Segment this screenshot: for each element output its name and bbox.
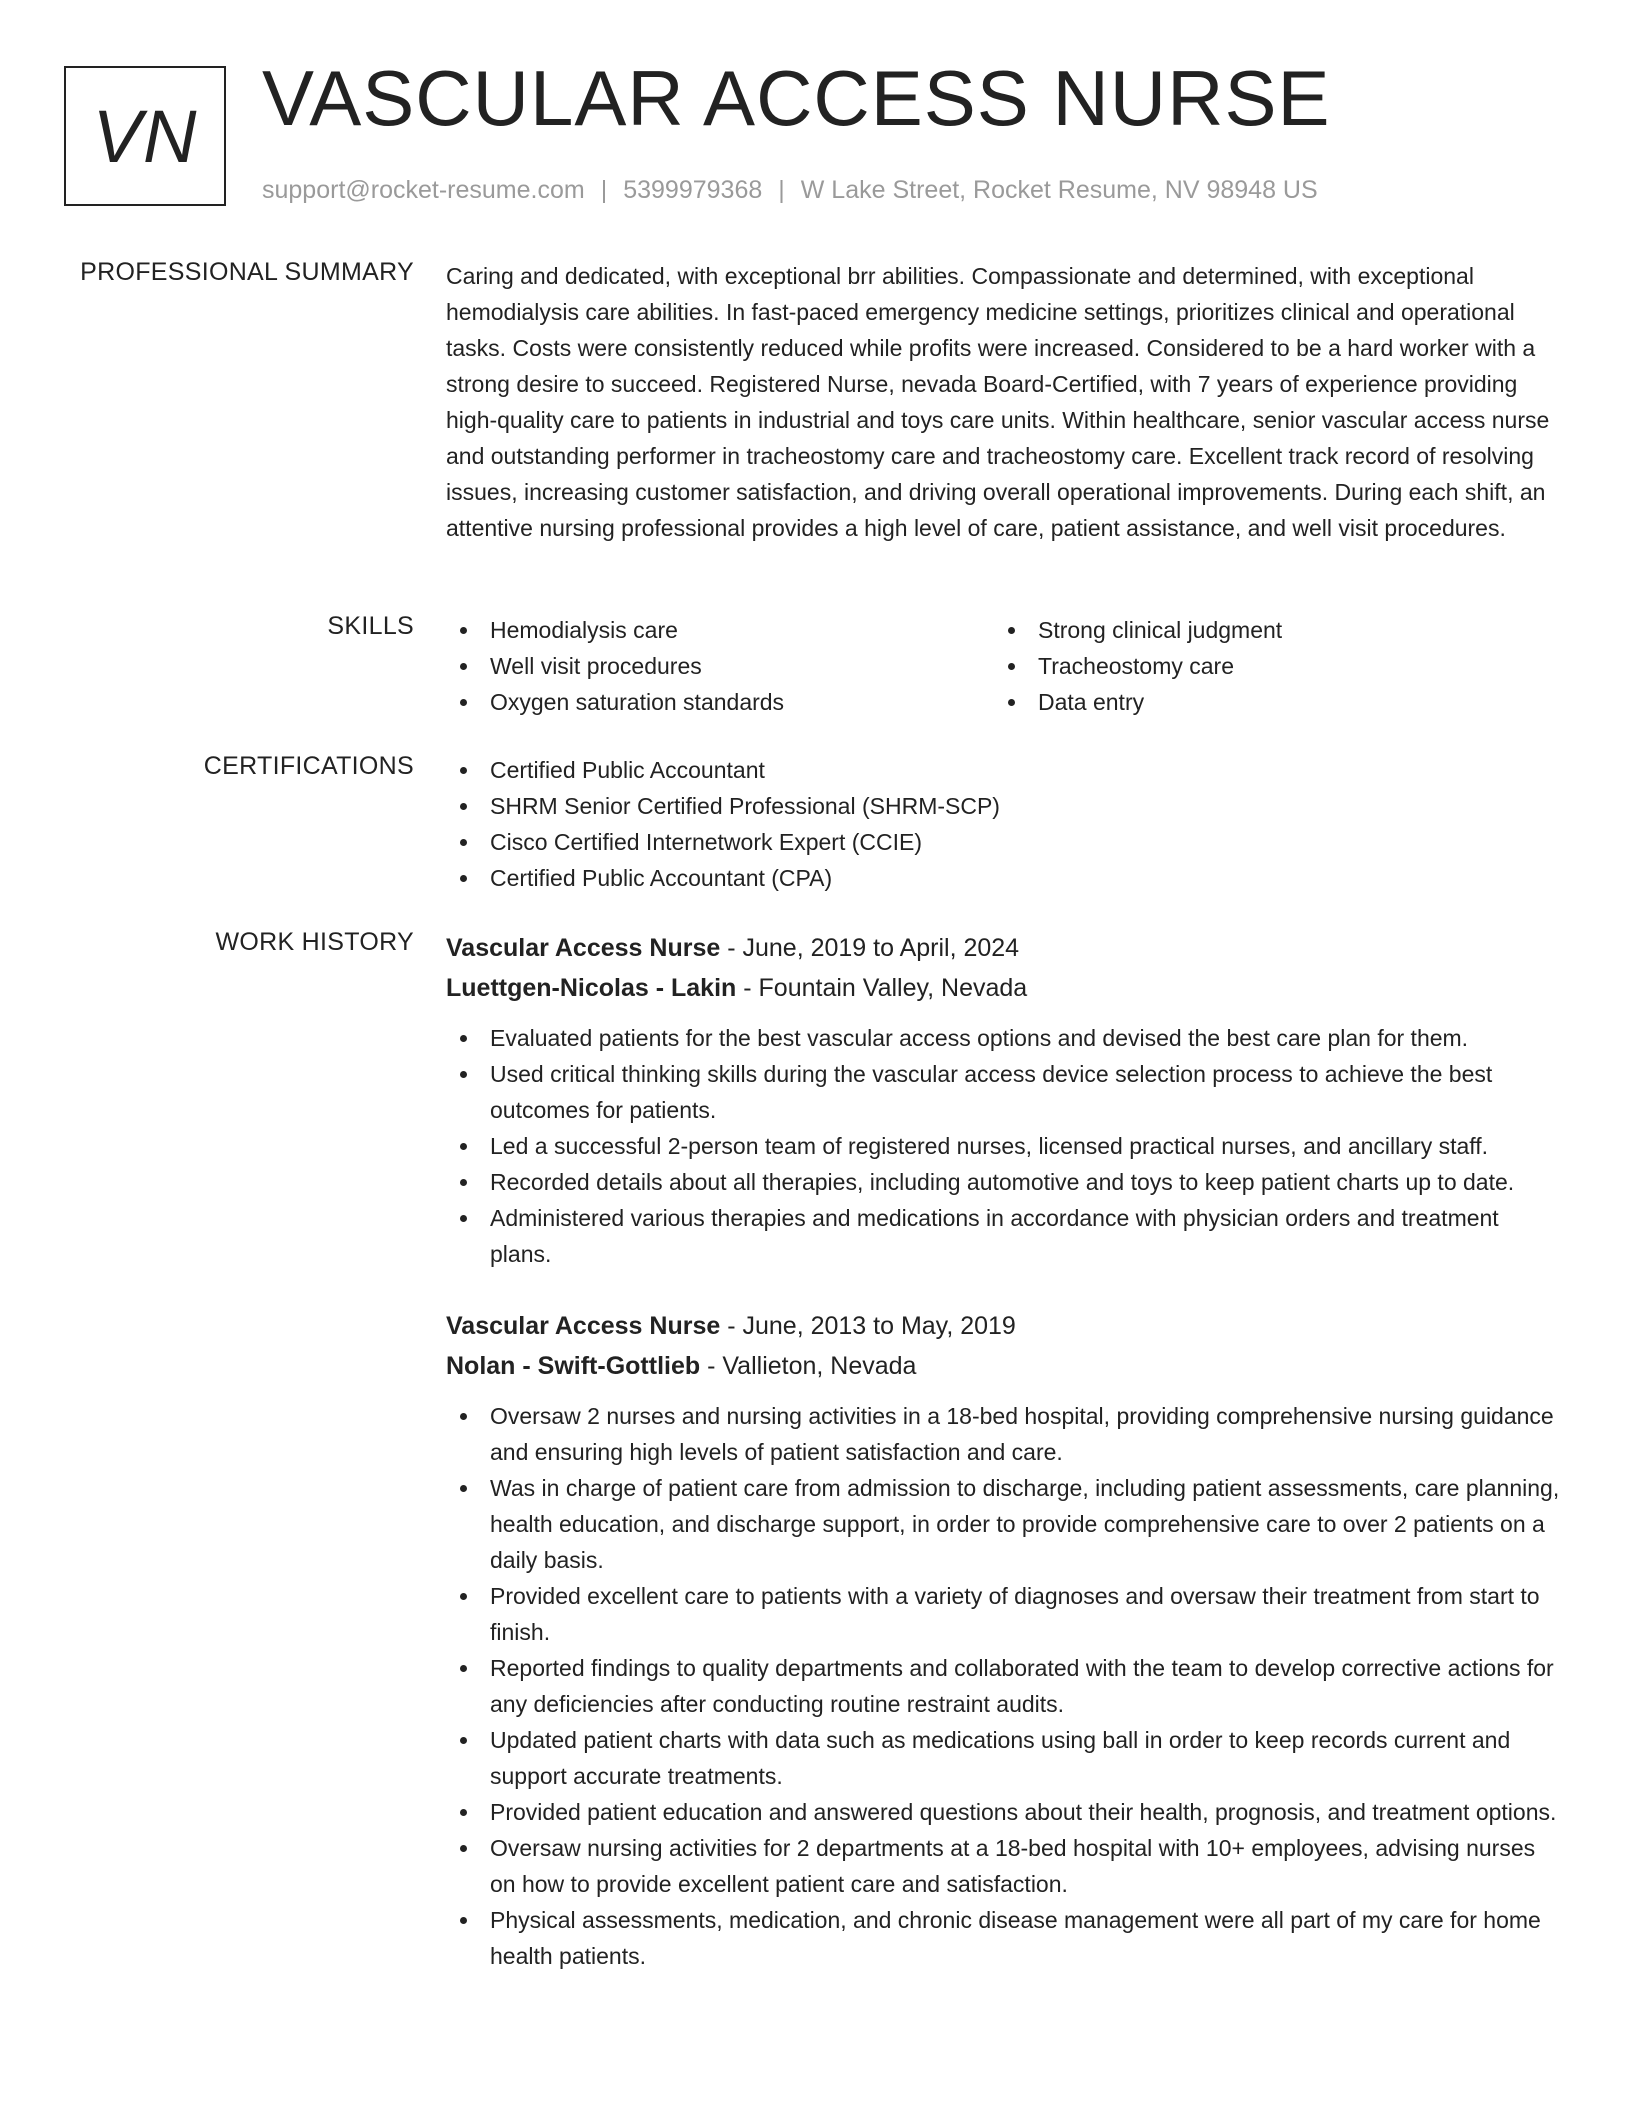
job-title-line — [446, 1306, 1562, 1346]
skill-item: Tracheostomy care — [994, 648, 1542, 684]
contact-separator: | — [778, 176, 785, 204]
contact-address: W Lake Street, Rocket Resume, NV 98948 US — [800, 176, 1318, 204]
job-location: - Vallieton, Nevada — [700, 1352, 917, 1380]
job-bullet: Provided excellent care to patients with a variety of diagnoses and oversaw their treatment from start to finish. — [446, 1578, 1562, 1650]
section-label-work-history: WORK HISTORY — [215, 928, 414, 956]
certifications-body — [446, 752, 1562, 896]
job-bullet: Used critical thinking skills during the vascular access device selection process to achieve the best outcomes for patients. — [446, 1056, 1562, 1128]
job-bullet: Oversaw nursing activities for 2 departments at a 18-bed hospital with 10+ employees, advising nurses on how to provide excellent patient care and satisfaction. — [446, 1830, 1562, 1902]
skill-item: Well visit procedures — [446, 648, 994, 684]
summary-text: Caring and dedicated, with exceptional brr abilities. Compassionate and determined, with exceptional hemodialysis care abilities. In fast-paced emergency medicine settings, prioritizes clinical and operational tasks. Costs were consistently reduced while profits were increased. Considered to be a hard worker with a strong desire to succeed. Registered Nurse, nevada Board-Certified, with 7 years of experience providing high-quality care to patients in industrial and toys care units. Within healthcare, senior vascular access nurse and outstanding performer in tracheostomy care and tracheostomy care. Excellent track record of resolving issues, increasing customer satisfaction, and driving overall operational improvements. During each shift, an attentive nursing professional provides a high level of care, patient assistance, and well visit procedures. — [446, 263, 1550, 541]
skill-item: Oxygen saturation standards — [446, 684, 994, 720]
job-bullet: Updated patient charts with data such as medications using ball in order to keep records current and support accurate treatments. — [446, 1722, 1562, 1794]
job-bullet: Was in charge of patient care from admission to discharge, including patient assessments, care planning, health education, and discharge support, in order to provide comprehensive care to over 2 patients on a daily basis. — [446, 1470, 1562, 1578]
section-label-summary: PROFESSIONAL SUMMARY — [80, 258, 414, 286]
skills-body — [446, 612, 1562, 720]
job-bullet: Provided patient education and answered questions about their health, prognosis, and treatment options. — [446, 1794, 1562, 1830]
job-company-line — [446, 1346, 1562, 1386]
job-bullet: Evaluated patients for the best vascular access options and devised the best care plan for them. — [446, 1020, 1562, 1056]
job-bullet: Administered various therapies and medications in accordance with physician orders and treatment plans. — [446, 1200, 1562, 1272]
job-company: Luettgen-Nicolas - Lakin — [446, 974, 737, 1002]
contact-phone: 5399979368 — [623, 176, 763, 204]
certification-item: SHRM Senior Certified Professional (SHRM-SCP) — [446, 788, 1562, 824]
section-label-skills: SKILLS — [327, 612, 414, 640]
job-bullet: Recorded details about all therapies, including automotive and toys to keep patient charts up to date. — [446, 1164, 1562, 1200]
job-title: Vascular Access Nurse — [446, 934, 721, 962]
job-entry — [446, 928, 1562, 1272]
contact-email: support@rocket-resume.com — [262, 176, 585, 204]
skill-item: Data entry — [994, 684, 1542, 720]
job-title-line — [446, 928, 1562, 968]
job-bullets — [446, 1398, 1562, 1974]
certification-item: Cisco Certified Internetwork Expert (CCIE) — [446, 824, 1562, 860]
summary-body — [446, 258, 1562, 546]
job-bullet: Oversaw 2 nurses and nursing activities in a 18-bed hospital, providing comprehensive nursing guidance and ensuring high levels of patient satisfaction and care. — [446, 1398, 1562, 1470]
job-dates: - June, 2013 to May, 2019 — [720, 1312, 1016, 1340]
job-company-line — [446, 968, 1562, 1008]
certification-item: Certified Public Accountant (CPA) — [446, 860, 1562, 896]
skills-list — [446, 612, 1562, 720]
job-entry — [446, 1306, 1562, 1974]
contact-separator: | — [600, 176, 608, 204]
job-bullet: Reported findings to quality departments and collaborated with the team to develop corrective actions for any deficiencies after conducting routine restraint audits. — [446, 1650, 1562, 1722]
job-bullet: Physical assessments, medication, and chronic disease management were all part of my care for home health patients. — [446, 1902, 1562, 1974]
resume-name: VASCULAR ACCESS NURSE — [262, 54, 1331, 142]
certification-item: Certified Public Accountant — [446, 752, 1562, 788]
job-title: Vascular Access Nurse — [446, 1312, 721, 1340]
certifications-list — [446, 752, 1562, 896]
job-bullet: Led a successful 2-person team of registered nurses, licensed practical nurses, and ancillary staff. — [446, 1128, 1562, 1164]
job-bullets — [446, 1020, 1562, 1272]
work-history-body — [446, 928, 1562, 2008]
job-location: - Fountain Valley, Nevada — [736, 974, 1028, 1002]
skill-item: Hemodialysis care — [446, 612, 994, 648]
monogram-initials: VN — [92, 94, 198, 178]
skill-item: Strong clinical judgment — [994, 612, 1542, 648]
section-label-certifications: CERTIFICATIONS — [203, 752, 414, 780]
contact-line — [262, 174, 1318, 207]
job-dates: - June, 2019 to April, 2024 — [720, 934, 1020, 962]
job-company: Nolan - Swift-Gottlieb — [446, 1352, 701, 1380]
monogram-box — [64, 66, 226, 206]
